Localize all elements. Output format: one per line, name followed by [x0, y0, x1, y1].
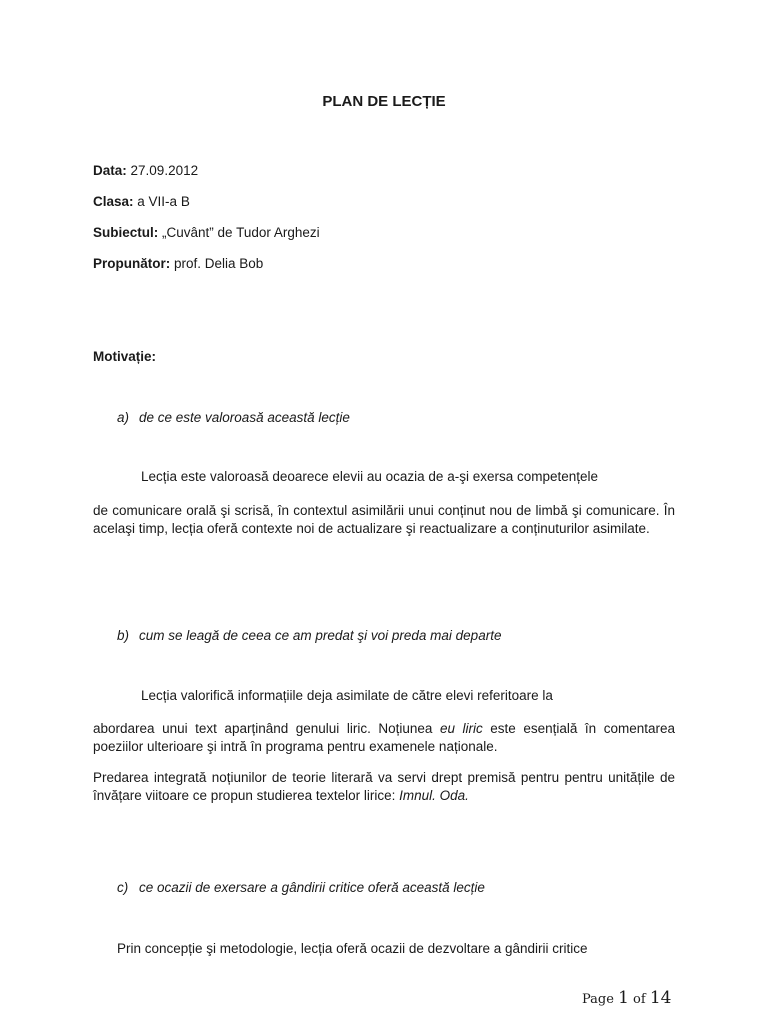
meta-date [93, 163, 198, 178]
section-b-paragraph-2 [93, 769, 675, 805]
meta-date-value: 27.09.2012 [130, 163, 199, 178]
section-b-first-line: Lecția valorifică informațiile deja asimilate de către elevi referitoare la [141, 688, 553, 703]
question-c-marker: c) [117, 880, 129, 895]
section-b-p1-after: este esențială în comentarea poeziilor ulterioare şi intră în programa pentru examenele naționale. [93, 721, 675, 754]
question-a [117, 410, 350, 425]
meta-class-value: a VII-a B [137, 194, 190, 209]
question-a-text: de ce este valoroasă această lecție [139, 410, 350, 425]
meta-proposer-label: Propunător: [93, 256, 171, 271]
section-b-p2-emphasis: Imnul. Oda. [399, 788, 469, 803]
question-b-text: cum se leagă de ceea ce am predat şi voi preda mai departe [139, 628, 502, 643]
section-c-first-line: Prin concepție şi metodologie, lecția oferă ocazii de dezvoltare a gândirii critice [117, 941, 588, 956]
question-a-marker: a) [117, 410, 130, 425]
question-c-text: ce ocazii de exersare a gândirii critice oferă această lecție [139, 880, 485, 895]
section-b-paragraph-1 [93, 720, 675, 756]
meta-date-label: Data: [93, 163, 127, 178]
meta-subject-value: „Cuvânt” de Tudor Arghezi [162, 225, 320, 240]
meta-proposer [93, 256, 263, 271]
question-c [117, 880, 485, 895]
question-b-marker: b) [117, 628, 130, 643]
motivation-heading: Motivație: [93, 349, 157, 364]
meta-subject-label: Subiectul: [93, 225, 159, 240]
meta-class [93, 194, 190, 209]
section-a-paragraph: de comunicare orală şi scrisă, în contextul asimilării unui conținut nou de limbă şi comunicare. În acelaşi timp, lecția oferă contexte noi de actualizare şi reactualizare a conținuturilor asimilate. [93, 503, 675, 536]
section-b-p2-before: Predarea integrată noțiunilor de teorie literară va servi drept premisă pentru pentru unitățile de învățare viitoare ce propun studierea textelor lirice: [93, 770, 675, 803]
question-b [117, 628, 501, 643]
meta-subject [93, 225, 320, 240]
section-a-first-line: Lecția este valoroasă deoarece elevii au ocazia de a-şi exersa competențele [141, 469, 599, 484]
footer-total-pages: 14 [649, 988, 672, 1008]
meta-proposer-value: prof. Delia Bob [174, 256, 264, 271]
meta-class-label: Clasa: [93, 194, 134, 209]
footer-page-word: Page [582, 992, 614, 1007]
section-b-p1-emphasis: eu liric [439, 721, 483, 736]
section-b-p1-before: abordarea unui text aparținând genului liric. Noțiunea [93, 721, 440, 736]
footer-of-word: of [633, 992, 646, 1007]
footer-page-number: 1 [618, 988, 629, 1008]
page-title: PLAN DE LECȚIE [322, 93, 446, 110]
page-footer [582, 988, 671, 1008]
